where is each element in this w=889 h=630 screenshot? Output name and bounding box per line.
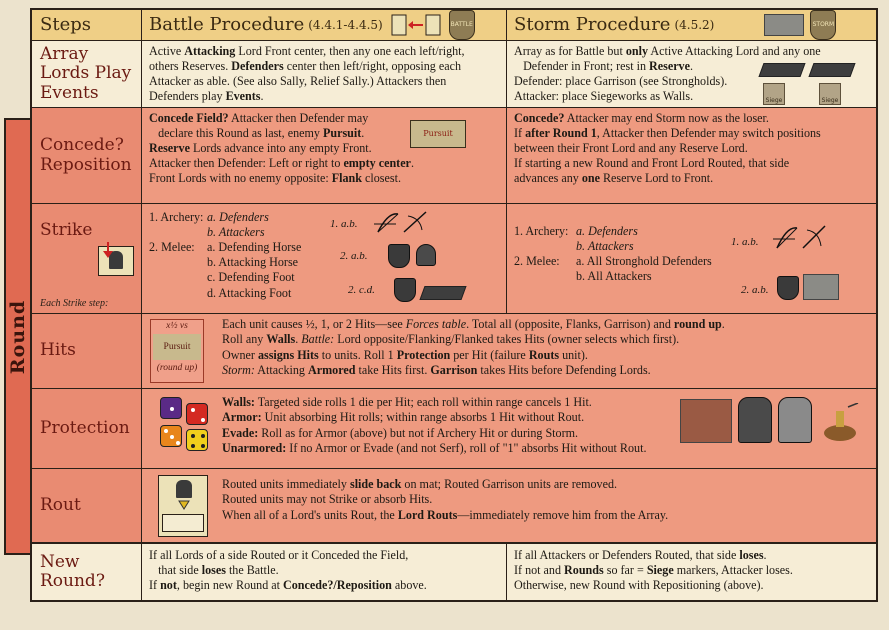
bow-crossbow-icon [374,210,430,236]
step-new-round: New Round? [32,544,142,600]
armor-helm-icon [738,397,772,443]
rout-content [142,469,876,542]
strike-storm [507,204,876,313]
concede-battle [142,108,507,203]
step-hits: Hits [32,314,142,388]
hits-pursuit-box: x½ vs Pursuit (round up) [150,319,204,383]
strike-storm-item: b. Attackers [576,239,634,254]
pursuit-marker-icon: Pursuit [153,334,201,360]
round-label: Round [7,299,30,374]
archery-label: 1. Archery: [514,224,569,238]
strike-battle [142,204,507,313]
strike-battle-item: c. Defending Foot [207,270,295,285]
storm-title: Storm Procedure [514,13,671,35]
array-storm-line: Array as for Battle but only Active Attacking Lord and any one [514,44,821,58]
battle-mat-icon [391,14,441,36]
newround-battle-line: that side loses the Battle. [149,563,279,578]
newround-battle [142,544,507,600]
array-storm [507,41,876,107]
hits-row [32,313,876,388]
array-storm-line: Defender: place Garrison (see Strongholds). [514,74,728,89]
hits-line: Storm: Attacking Armored take Hits first. Garrison takes Hits before Defending Lords. [222,363,651,378]
newround-storm [507,544,876,600]
strike-storm-item: a. All Stronghold Defenders [576,254,712,269]
newround-battle-line: If not, begin new Round at Concede?/Reposition above. [149,578,427,593]
concede-storm-line: Concede? Attacker may end Storm now as the loser. [514,111,769,125]
evade-horseman-icon [818,403,862,447]
header-row [32,10,876,40]
concede-storm-line: advances any one Reserve Lord to Front. [514,171,714,186]
array-battle-line: Active Attacking Lord Front center, then any one each left/right, [149,44,465,58]
newround-storm-line: If not and Rounds so far = Siege markers, Attacker loses. [514,563,793,578]
array-battle-line: others Reserves. Defenders center then left/right, opposing each [149,59,462,74]
hits-line: Each unit causes ½, 1, or 2 Hits—see Forces table. Total all (opposite, Flanks, Garrison) and round up. [222,317,725,331]
protection-row [32,388,876,468]
concede-battle-line: Concede Field? Attacker then Defender may [149,111,369,125]
array-storm-line: Defender in Front; rest in Reserve. [514,59,694,74]
shield-icon [394,278,416,302]
hits-content [142,314,876,388]
protection-line: Armor: Unit absorbing Hit rolls; within range absorbs 1 Hit without Rout. [222,410,585,425]
storm-badge-icon: STORM [810,10,836,40]
melee-label: 2. Melee: [149,240,195,255]
step-array: Array Lords Play Events [32,41,142,107]
newround-storm-line: Otherwise, new Round with Repositioning (above). [514,578,764,593]
newround-battle-line: If all Lords of a side Routed or it Conceded the Field, [149,548,409,562]
armor-helm-icon [778,397,812,443]
rout-line: Routed units may not Strike or absorb Hits. [222,492,433,507]
array-row [32,40,876,107]
hits-line: Roll any Walls. Battle: Lord opposite/Flanking/Flanked takes Hits (owner selects which first). [222,332,680,347]
bow-crossbow-icon [773,224,829,252]
strike-sub: Each Strike step: [40,297,109,309]
step-concede: Concede? Reposition [32,108,142,203]
header-storm [507,10,876,40]
battle-badge-icon: BATTLE [449,10,475,40]
melee-label: 2. Melee: [514,254,560,269]
wall-icon [680,399,732,443]
wall-slab-icon [422,286,464,300]
strike-step-label: 1. a.b. [731,236,759,248]
concede-battle-line: Attacker then Defender: Left or right to empty center. [149,156,414,171]
battle-title: Battle Procedure [149,13,305,35]
pursuit-marker-icon: Pursuit [410,120,466,148]
strike-battle-item: b. Attackers [207,225,265,240]
storm-ref: (4.5.2) [674,17,715,32]
rout-mat-icon [158,475,208,537]
protection-line: Unarmored: If no Armor or Evade (and not Serf), roll of "1" absorbs Hit without Rout. [222,441,647,456]
shield-icon [388,244,410,268]
step-protection: Protection [32,389,142,468]
strike-step-label: 2. a.b. [340,250,368,262]
die-icon [160,397,182,419]
strike-storm-item: a. Defenders [576,224,638,238]
protection-line: Evade: Roll as for Armor (above) but not if Archery Hit or during Storm. [222,425,579,440]
strike-battle-item: d. Attacking Foot [207,285,292,300]
newround-storm-line: If all Attackers or Defenders Routed, that side loses. [514,548,767,562]
concede-battle-line: declare this Round as last, enemy Pursuit. [149,126,365,141]
archery-label: 1. Archery: [149,210,204,224]
strike-label: Strike [40,219,93,240]
round-band [4,118,31,555]
strike-row [32,203,876,313]
protection-content [142,389,876,468]
die-icon [186,403,208,425]
array-storm-line: Attacker: place Siegeworks as Walls. [514,89,694,104]
rout-line: When all of a Lord's units Rout, the Lord Routs—immediately remove him from the Array. [222,507,669,522]
step-rout: Rout [32,469,142,542]
new-round-row [32,542,876,600]
array-battle-line: Defenders play Events. [149,89,264,104]
rout-line: Routed units immediately slide back on mat; Routed Garrison units are removed. [222,477,618,491]
strike-battle-item: a. Defending Horse [207,240,302,255]
concede-storm-line: If starting a new Round and Front Lord Routed, that side [514,156,790,171]
die-icon [186,429,208,451]
array-battle [142,41,507,107]
castle-icon [803,274,839,300]
protection-line: Walls: Targeted side rolls 1 die per Hit; each roll within range cancels 1 Hit. [222,395,592,409]
strike-battle-item: a. Defenders [207,210,269,224]
die-icon [160,425,182,447]
siegeworks-icon [811,63,853,77]
siege-marker-icon: Siege [819,83,841,105]
rout-row [32,468,876,542]
arrow-down-icon [102,242,114,258]
castle-icon [764,14,804,36]
array-battle-line: Attacker as able. (See also Sally, Relief Sally.) Attackers then [149,74,447,89]
strike-step-label: 2. a.b. [741,284,769,296]
shield-icon [777,276,799,300]
strike-step-label: 2. c.d. [348,284,375,296]
concede-battle-line: Front Lords with no enemy opposite: Flank closest. [149,171,401,186]
battle-ref: (4.4.1-4.4.5) [308,17,383,32]
hits-line: Owner assigns Hits to units. Roll 1 Protection per Hit (failure Routs unit). [222,347,588,362]
concede-row [32,107,876,203]
concede-storm-line: If after Round 1, Attacker then Defender may switch positions [514,126,821,141]
concede-storm-line: between their Front Lord and any Reserve Lord. [514,141,748,156]
siegeworks-icon [761,63,803,77]
siege-marker-icon: Siege [763,83,785,105]
concede-storm [507,108,876,203]
header-steps: Steps [32,10,142,40]
concede-battle-line: Reserve Lords advance into any empty Front. [149,141,372,156]
header-battle [142,10,507,40]
helm-icon [416,244,436,266]
strike-battle-item: b. Attacking Horse [207,255,299,270]
strike-storm-item: b. All Attackers [576,269,652,284]
procedure-table [30,8,878,602]
strike-step-label: 1. a.b. [330,218,358,230]
step-strike [32,204,142,313]
